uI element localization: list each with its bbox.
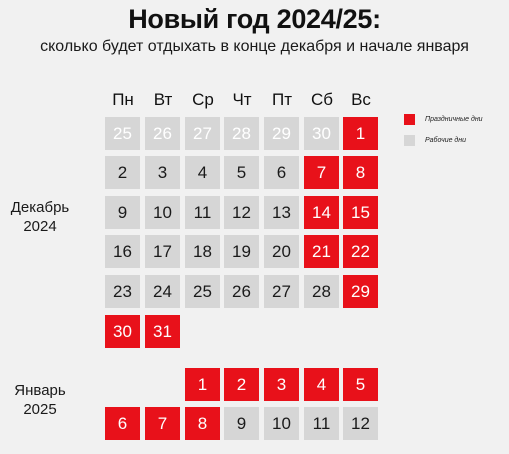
january-day-cell: 2 xyxy=(224,368,259,401)
january-label-year: 2025 xyxy=(23,401,57,418)
legend-work-swatch xyxy=(404,135,415,146)
december-label xyxy=(2,198,78,236)
january-day-cell: 4 xyxy=(304,368,339,401)
december-day-cell: 25 xyxy=(105,117,140,150)
page-subtitle: сколько будет отдыхать в конце декабря и начале января xyxy=(40,38,469,55)
december-day-cell: 30 xyxy=(304,117,339,150)
december-day-cell: 21 xyxy=(304,235,339,268)
january-label-month: Январь xyxy=(14,382,66,399)
december-day-cell: 26 xyxy=(224,275,259,308)
legend-holiday-label: Праздничные дни xyxy=(425,116,483,123)
december-day-cell: 27 xyxy=(185,117,220,150)
weekday-3: Ср xyxy=(192,90,214,109)
january-day-cell: 6 xyxy=(105,407,140,440)
december-day-cell: 16 xyxy=(105,235,140,268)
december-day-cell: 28 xyxy=(224,117,259,150)
legend-work xyxy=(404,135,466,146)
december-day-cell: 7 xyxy=(304,156,339,189)
legend-holiday-swatch xyxy=(404,114,415,125)
december-day-cell: 25 xyxy=(185,275,220,308)
december-day-cell: 10 xyxy=(145,196,180,229)
weekday-1: Пн xyxy=(112,90,134,109)
december-day-cell: 17 xyxy=(145,235,180,268)
weekday-5: Пт xyxy=(271,90,292,109)
page-title: Новый год 2024/25: xyxy=(128,4,381,34)
december-day-cell: 18 xyxy=(185,235,220,268)
december-day-cell: 3 xyxy=(145,156,180,189)
january-day-cell: 9 xyxy=(224,407,259,440)
december-day-cell: 20 xyxy=(264,235,299,268)
december-day-cell: 12 xyxy=(224,196,259,229)
weekday-4: Чт xyxy=(232,90,252,109)
weekday-7: Вс xyxy=(351,90,371,109)
december-day-cell: 15 xyxy=(343,196,378,229)
legend-work-label: Рабочие дни xyxy=(425,137,467,144)
december-day-cell: 29 xyxy=(343,275,378,308)
january-day-cell: 1 xyxy=(185,368,220,401)
december-day-cell: 13 xyxy=(264,196,299,229)
december-day-cell: 6 xyxy=(264,156,299,189)
december-day-cell: 30 xyxy=(105,315,140,348)
december-label-year: 2024 xyxy=(23,218,57,235)
december-day-cell: 29 xyxy=(264,117,299,150)
december-day-cell: 9 xyxy=(105,196,140,229)
december-day-cell: 26 xyxy=(145,117,180,150)
december-day-cell: 28 xyxy=(304,275,339,308)
december-day-cell: 24 xyxy=(145,275,180,308)
december-day-cell: 5 xyxy=(224,156,259,189)
january-label xyxy=(2,381,78,419)
december-day-cell: 31 xyxy=(145,315,180,348)
january-day-cell: 12 xyxy=(343,407,378,440)
december-day-cell: 8 xyxy=(343,156,378,189)
weekday-6: Сб xyxy=(310,90,333,109)
december-day-cell: 22 xyxy=(343,235,378,268)
january-day-cell: 10 xyxy=(264,407,299,440)
december-day-cell: 14 xyxy=(304,196,339,229)
january-day-cell: 8 xyxy=(185,407,220,440)
january-day-cell: 5 xyxy=(343,368,378,401)
december-day-cell: 4 xyxy=(185,156,220,189)
december-day-cell: 11 xyxy=(185,196,220,229)
legend-holiday xyxy=(404,114,483,125)
december-day-cell: 1 xyxy=(343,117,378,150)
december-day-cell: 23 xyxy=(105,275,140,308)
december-day-cell: 27 xyxy=(264,275,299,308)
january-day-cell: 7 xyxy=(145,407,180,440)
december-label-month: Декабрь xyxy=(10,199,70,216)
december-day-cell: 19 xyxy=(224,235,259,268)
january-day-cell: 11 xyxy=(304,407,339,440)
weekday-2: Вт xyxy=(153,90,173,109)
january-day-cell: 3 xyxy=(264,368,299,401)
december-day-cell: 2 xyxy=(105,156,140,189)
